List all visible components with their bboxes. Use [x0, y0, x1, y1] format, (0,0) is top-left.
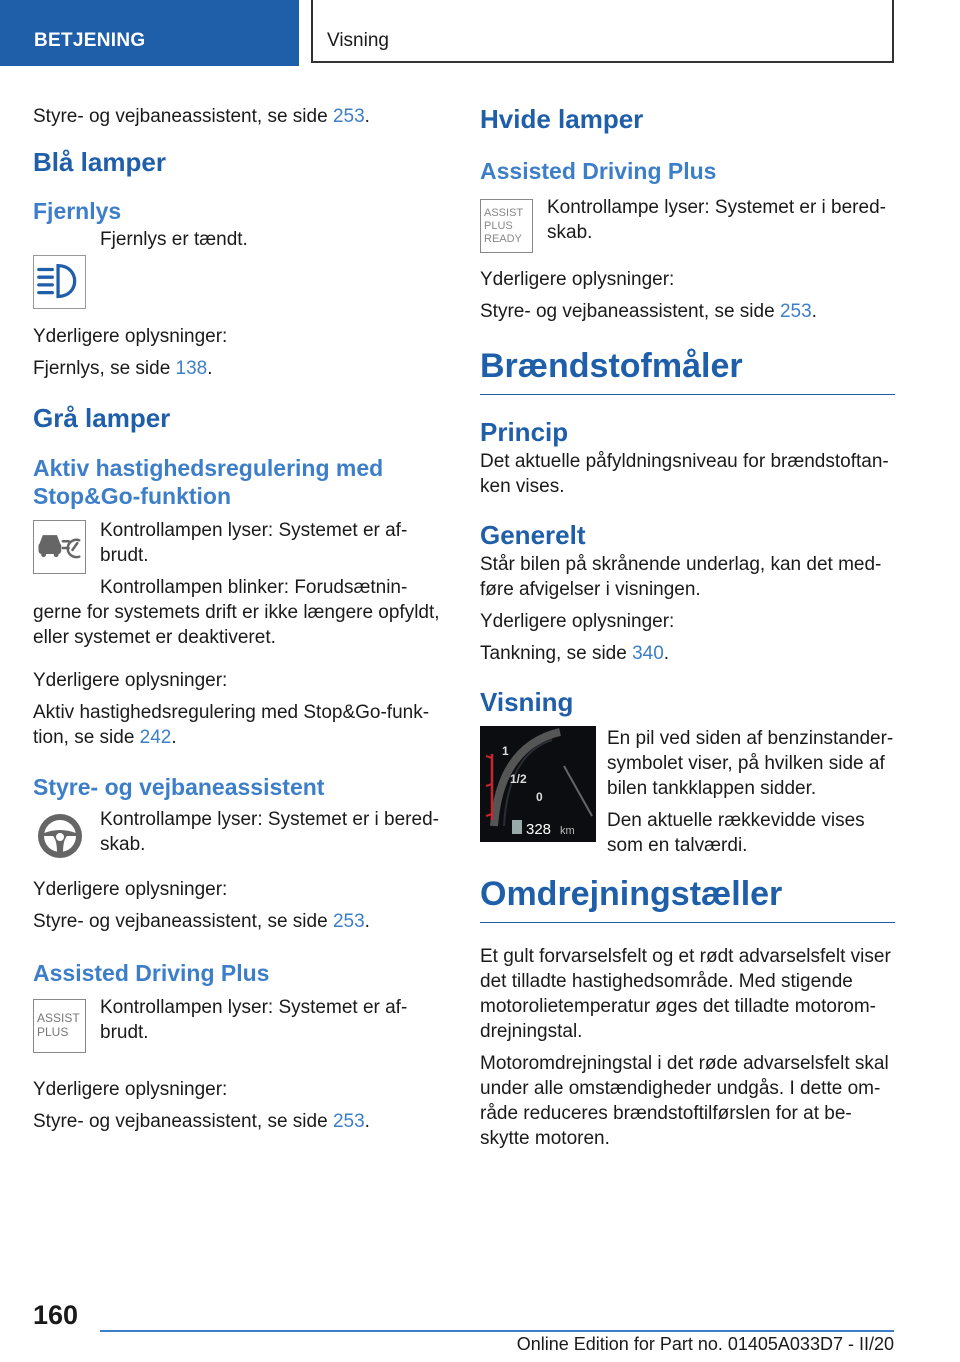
- section-label: BETJENING: [34, 30, 146, 51]
- assist-plus-icon: ASSIST PLUS: [33, 999, 86, 1053]
- more-info-label: Yderligere oplysninger:: [33, 879, 228, 900]
- adp-white-heading: Assisted Driving Plus: [480, 158, 717, 184]
- gauge-mark-half: 1/2: [510, 772, 527, 786]
- adp-grey-reference: Styre- og vejbaneassistent, se side 253.: [33, 1111, 370, 1132]
- page-header: [0, 0, 960, 66]
- grey-lamps-heading: Grå lamper: [33, 403, 171, 433]
- display-heading: Visning: [480, 687, 574, 717]
- steering-assistant-desc: Kontrollampe lyser: Systemet er i bered- skab.: [100, 809, 439, 855]
- page-link[interactable]: 242: [139, 727, 172, 748]
- steering-assistant-item: [33, 807, 445, 865]
- fuel-reference: Tankning, se side 340.: [480, 643, 670, 664]
- adp-white-item: [480, 195, 895, 257]
- adp-white-reference: Styre- og vejbaneassistent, se side 253.: [480, 301, 817, 322]
- steering-assistant-reference: Styre- og vejbaneassistent, se side 253.: [33, 911, 370, 932]
- page-link[interactable]: 340: [632, 643, 664, 664]
- page-link[interactable]: 253: [779, 301, 812, 322]
- acc-reference: Aktiv hastighedsregulering med Stop&Go-funk- tion, se side 242.: [33, 702, 430, 748]
- adp-grey-desc: Kontrollampen lyser: Systemet er af- brudt.: [100, 997, 408, 1043]
- page-link[interactable]: 253: [332, 106, 365, 127]
- tachometer-text-1: Et gult forvarselsfelt og et rødt advarselsfelt viser det tilladte hastighedsområde. Med stigende motorolietemperatur øges det tilladte motorom- drejningstal.: [480, 946, 891, 1042]
- white-lamps-heading: Hvide lamper: [480, 104, 644, 134]
- blue-lamps-heading: Blå lamper: [33, 147, 166, 177]
- adp-white-desc: Kontrollampe lyser: Systemet er i bered- skab.: [547, 197, 886, 243]
- left-column: [33, 100, 445, 1134]
- gauge-mark-full: 1: [502, 744, 509, 758]
- acc-desc-2-line1: Kontrollampen blinker: Forudsætnin-: [100, 577, 408, 598]
- fuel-gauge-heading: Brændstofmåler: [480, 346, 895, 395]
- section-tab: [0, 0, 299, 66]
- assist-plus-ready-icon: ASSIST PLUS READY: [480, 199, 533, 253]
- principle-heading: Princip: [480, 417, 569, 447]
- gauge-mark-empty: 0: [536, 790, 543, 804]
- page-number: 160: [33, 1300, 79, 1330]
- adp-grey-item: [33, 995, 445, 1057]
- high-beam-reference: Fjernlys, se side 138.: [33, 358, 213, 379]
- gauge-range-value: 328: [526, 821, 552, 838]
- principle-text: Det aktuelle påfyldningsniveau for brændstoftan- ken vises.: [480, 451, 889, 497]
- display-item: [480, 726, 895, 874]
- right-column: [480, 100, 895, 1151]
- more-info-label: Yderligere oplysninger:: [33, 670, 228, 691]
- display-text-2: Den aktuelle rækkevidde vises som en talværdi.: [607, 810, 865, 856]
- tachometer-heading: Omdrejningstæller: [480, 874, 895, 923]
- acc-heading: Aktiv hastighedsregulering med Stop&Go-funktion: [33, 455, 384, 509]
- more-info-label: Yderligere oplysninger:: [480, 269, 675, 290]
- high-beam-item: [33, 227, 445, 291]
- acc-desc-2: gerne for systemets drift er ikke længere opfyldt, eller systemet er deaktiveret.: [33, 602, 440, 648]
- page-link[interactable]: 253: [332, 911, 365, 932]
- more-info-label: Yderligere oplysninger:: [33, 1079, 228, 1100]
- fuel-gauge-image: [480, 726, 596, 842]
- steering-wheel-icon: [33, 809, 86, 863]
- high-beam-heading: Fjernlys: [33, 198, 122, 224]
- acc-desc-1: Kontrollampen lyser: Systemet er af- brudt.: [100, 520, 408, 566]
- adp-grey-heading: Assisted Driving Plus: [33, 960, 270, 986]
- high-beam-icon: [33, 255, 86, 309]
- chapter-tab: [311, 0, 894, 63]
- gauge-range-unit: km: [560, 825, 575, 837]
- chapter-label: Visning: [327, 30, 389, 51]
- steering-assistant-heading: Styre- og vejbaneassistent: [33, 774, 325, 800]
- page-link[interactable]: 253: [332, 1111, 365, 1132]
- edition-text: Online Edition for Part no. 01405A033D7 - II/20: [516, 1334, 894, 1354]
- footer-divider: [100, 1330, 894, 1332]
- more-info-label: Yderligere oplysninger:: [33, 326, 228, 347]
- high-beam-desc: Fjernlys er tændt.: [100, 229, 248, 250]
- tachometer-text-2: Motoromdrejningstal i det røde advarselsfelt skal under alle omstændigheder undgås. I dette om- råde reduceres brændstoftilførslen for at be- skytte motoren.: [480, 1053, 889, 1149]
- general-text: Står bilen på skrånende underlag, kan det med- føre afvigelser i visningen.: [480, 554, 882, 600]
- page-link[interactable]: 138: [175, 358, 208, 379]
- general-heading: Generelt: [480, 520, 586, 550]
- acc-icon: [33, 520, 86, 574]
- acc-item: [33, 518, 445, 650]
- more-info-label: Yderligere oplysninger:: [480, 611, 675, 632]
- intro-reference: Styre- og vejbaneassistent, se side 253.: [33, 106, 370, 127]
- display-text-1: En pil ved siden af benzinstander- symbolet viser, på hvilken side af bilen tankklappen sidder.: [607, 728, 894, 799]
